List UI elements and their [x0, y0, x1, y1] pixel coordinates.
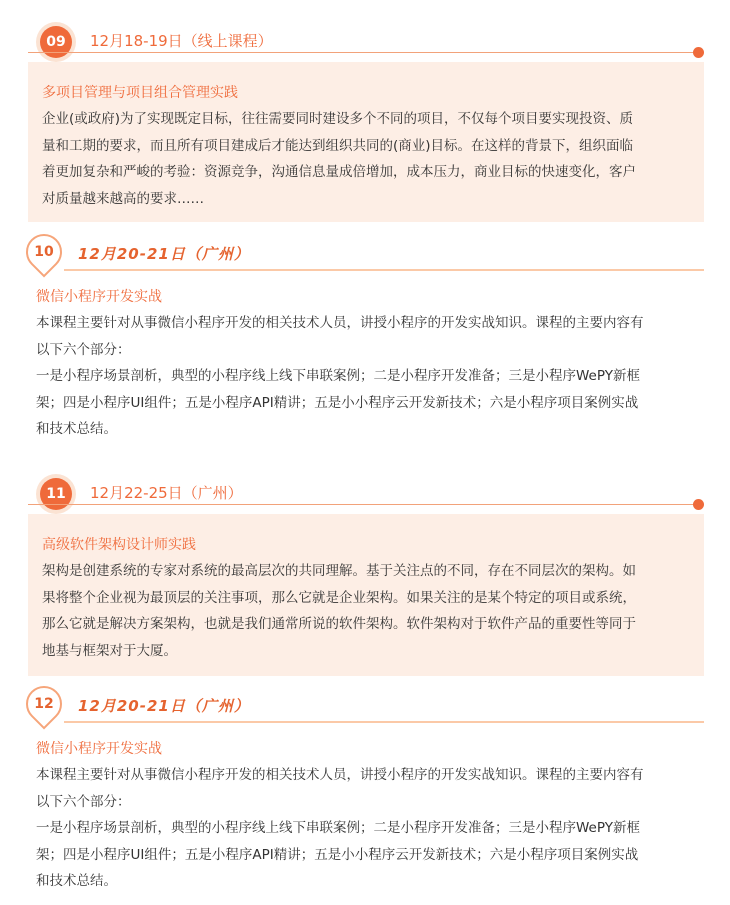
description-line: 架；四是小程序UI组件；五是小程序API精讲；五是小小程序云开发新技术；六是小程序项目案例实战 [36, 394, 639, 411]
description-line: 那么它就是解决方案架构，也就是我们通常所说的软件架构。软件架构对于软件产品的重要性等同于 [42, 616, 636, 632]
section-header [28, 22, 704, 62]
description-line: 企业(或政府)为了实现既定目标，往往需要同时建设多个不同的项目，不仅每个项目要实现投资、质 [42, 111, 634, 127]
course-content [36, 736, 696, 895]
header-divider [64, 721, 704, 723]
header-divider [28, 504, 694, 505]
section-number: 12 [34, 696, 54, 712]
description-line: 对质量越来越高的要求…… [42, 190, 204, 207]
description-line: 量和工期的要求，而且所有项目建成后才能达到组织共同的(商业)目标。在这样的背景下，组织面临 [42, 137, 634, 154]
description-line: 一是小程序场景剖析，典型的小程序线上线下串联案例；二是小程序开发准备；三是小程序WePY新框 [36, 368, 640, 384]
course-description [36, 310, 696, 443]
course-date: 12月22-25日（广州） [90, 484, 243, 502]
description-line: 着更加复杂和严峻的考验：资源竞争，沟通信息量成倍增加，成本压力，商业目标的快速变化，客户 [42, 164, 636, 180]
section-header [26, 234, 704, 278]
description-line: 果将整个企业视为最顶层的关注事项，那么它就是企业架构。如果关注的是某个特定的项目或系统， [42, 589, 636, 606]
header-divider [64, 269, 704, 271]
course-title: 微信小程序开发实战 [36, 741, 162, 757]
course-card [28, 62, 704, 222]
description-line: 和技术总结。 [36, 421, 117, 437]
description-line: 地基与框架对于大厦。 [42, 642, 177, 659]
course-description [36, 762, 696, 895]
divider-end-dot [693, 47, 704, 58]
course-title: 高级软件架构设计师实践 [42, 537, 196, 553]
description-line: 本课程主要针对从事微信小程序开发的相关技术人员，讲授小程序的开发实战知识。课程的主要内容有 [36, 767, 644, 783]
course-description [42, 106, 690, 212]
section-number: 09 [40, 26, 72, 58]
description-line: 本课程主要针对从事微信小程序开发的相关技术人员，讲授小程序的开发实战知识。课程的主要内容有 [36, 315, 644, 331]
description-line: 以下六个部分： [36, 341, 131, 358]
course-content [36, 284, 696, 443]
description-line: 以下六个部分： [36, 793, 131, 810]
section-header [26, 686, 704, 730]
description-line: 架构是创建系统的专家对系统的最高层次的共同理解。基于关注点的不同，存在不同层次的架构。如 [42, 563, 636, 579]
course-description [42, 558, 690, 664]
description-line: 一是小程序场景剖析，典型的小程序线上线下串联案例；二是小程序开发准备；三是小程序WePY新框 [36, 820, 640, 836]
header-divider [28, 52, 694, 53]
course-date: 12月20-21日（广州） [78, 245, 250, 263]
description-line: 架；四是小程序UI组件；五是小程序API精讲；五是小小程序云开发新技术；六是小程序项目案例实战 [36, 846, 639, 863]
course-title: 微信小程序开发实战 [36, 289, 162, 305]
divider-end-dot [693, 499, 704, 510]
course-date: 12月18-19日（线上课程） [90, 32, 273, 50]
course-title: 多项目管理与项目组合管理实践 [42, 85, 238, 101]
course-date: 12月20-21日（广州） [78, 697, 250, 715]
course-card [28, 514, 704, 676]
description-line: 和技术总结。 [36, 873, 117, 889]
section-number: 10 [34, 244, 54, 260]
section-header [28, 474, 704, 514]
section-number: 11 [40, 478, 72, 510]
